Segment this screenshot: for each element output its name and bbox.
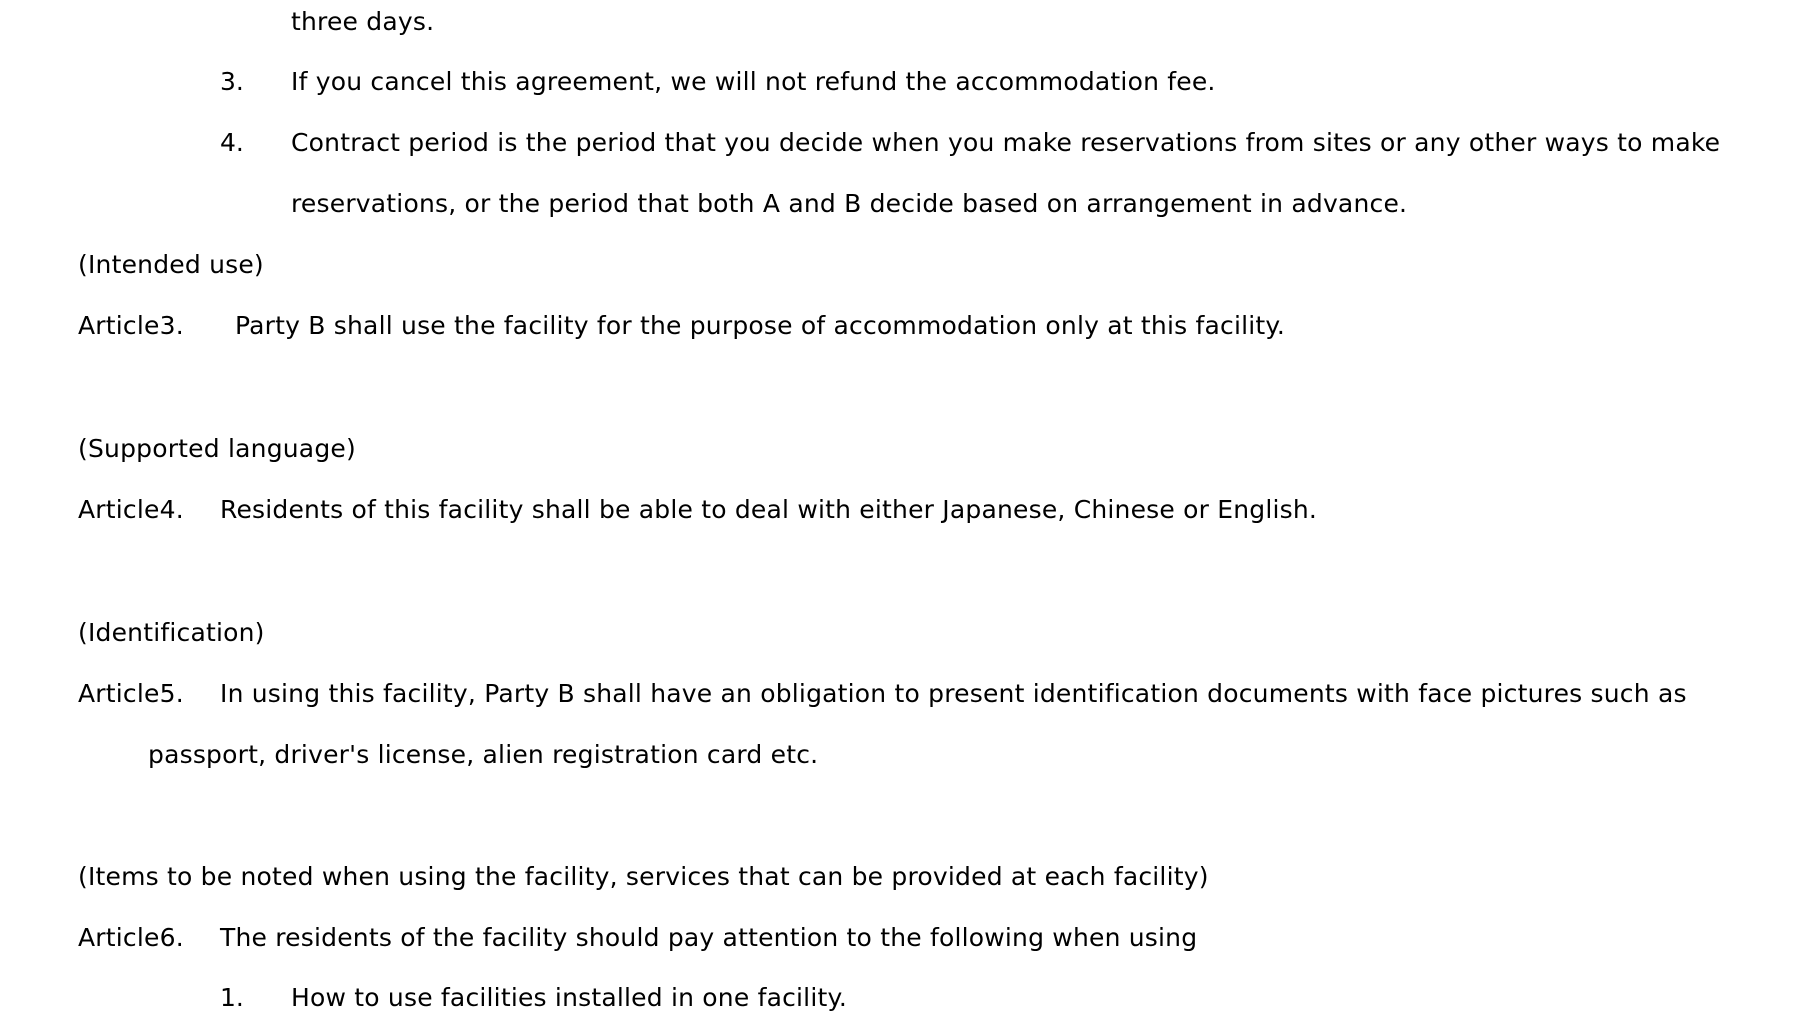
article5-text-line2: passport, driver's license, alien registration card etc.: [148, 740, 819, 769]
article6-heading: (Items to be noted when using the facility, services that can be provided at each facility): [78, 862, 1209, 891]
article2-item4-number: 4.: [220, 128, 244, 157]
article2-item3-text: If you cancel this agreement, we will not refund the accommodation fee.: [291, 67, 1216, 96]
article6-item1-number: 1.: [220, 983, 244, 1012]
article6-text: The residents of the facility should pay attention to the following when using: [220, 923, 1198, 952]
article4-label: Article4.: [78, 495, 184, 524]
article2-item2-continuation: three days.: [291, 7, 435, 36]
article4-text: Residents of this facility shall be able to deal with either Japanese, Chinese or English.: [220, 495, 1318, 524]
article5-label: Article5.: [78, 679, 184, 708]
article2-item4-text-line1: Contract period is the period that you decide when you make reservations from sites or any other ways to make: [291, 128, 1721, 157]
article6-item1-text: How to use facilities installed in one facility.: [291, 983, 848, 1012]
article5-text-line1: In using this facility, Party B shall have an obligation to present identification documents with face pictures such as: [220, 679, 1687, 708]
article3-heading: (Intended use): [78, 250, 264, 279]
article2-item3-number: 3.: [220, 67, 244, 96]
article3-label: Article3.: [78, 311, 184, 340]
article2-item4-text-line2: reservations, or the period that both A and B decide based on arrangement in advance.: [291, 189, 1408, 218]
article6-label: Article6.: [78, 923, 184, 952]
article3-text: Party B shall use the facility for the purpose of accommodation only at this facility.: [235, 311, 1285, 340]
article5-heading: (Identification): [78, 618, 265, 647]
article4-heading: (Supported language): [78, 434, 356, 463]
